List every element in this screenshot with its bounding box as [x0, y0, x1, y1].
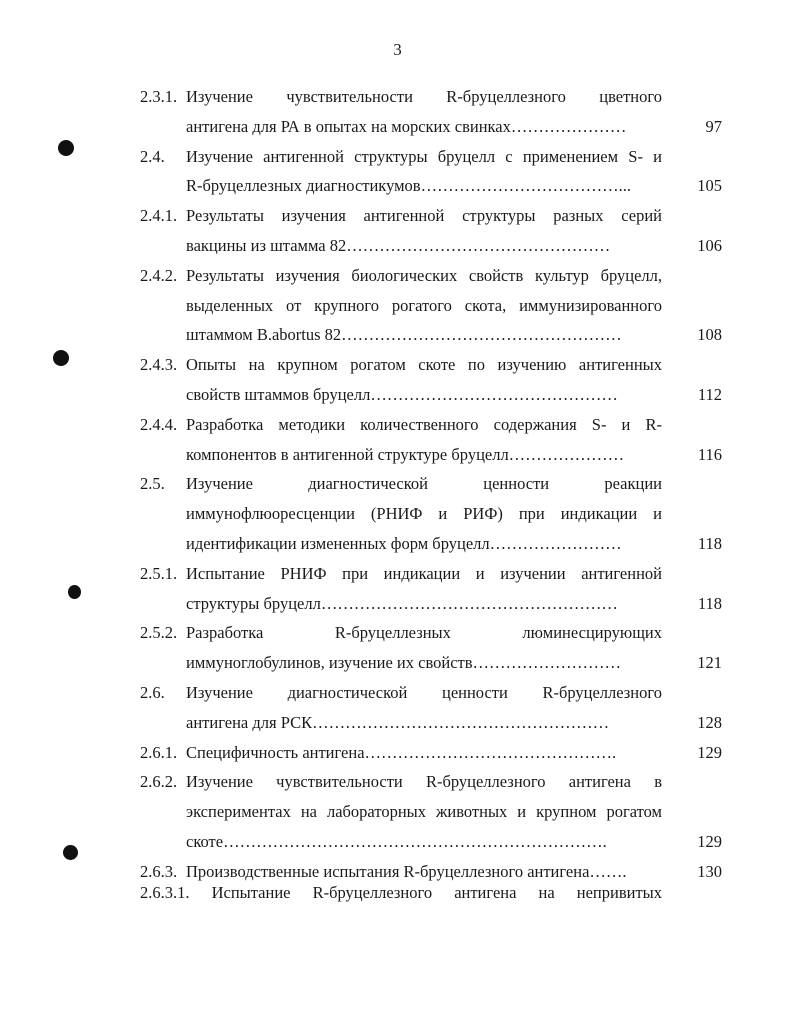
toc-entry-partial	[0, 878, 795, 908]
toc-entry	[0, 410, 795, 470]
toc-line	[0, 559, 795, 589]
toc-line	[0, 410, 795, 440]
toc-entry	[0, 559, 795, 619]
toc-entry-number: 2.6.2.	[140, 772, 178, 792]
toc-entry	[0, 82, 795, 142]
toc-entry-number: 2.5.2.	[140, 623, 178, 643]
toc-line	[0, 589, 795, 619]
toc-entry-number: 2.6.	[140, 682, 165, 702]
toc-page-number: 97	[705, 116, 722, 136]
toc-line	[0, 201, 795, 231]
toc-entry-text: экспериментах на лабораторных животных и крупном рогатом	[186, 802, 662, 822]
toc-page-number: 128	[697, 712, 722, 732]
toc-entry-text: Испытание РНИФ при индикации и изучении антигенной	[186, 563, 662, 583]
toc-entry-text: штаммом B.abortus 82……………………………………………	[186, 325, 622, 345]
toc-line	[0, 142, 795, 172]
toc-page-number: 112	[697, 384, 722, 404]
toc-entry	[0, 469, 795, 558]
toc-entry-text: антигена для РСК………………………………………………	[186, 712, 610, 732]
toc-entry-text: Изучение диагностической ценности реакции	[186, 474, 662, 494]
toc-page-number: 130	[697, 861, 722, 881]
toc-line	[0, 291, 795, 321]
toc-line	[0, 440, 795, 470]
toc-line	[0, 469, 795, 499]
toc-entry	[0, 618, 795, 678]
toc-entry-text: R-бруцеллезных диагностикумов………………………………...	[186, 176, 631, 196]
toc-line	[0, 797, 795, 827]
toc-page-number: 129	[697, 831, 722, 851]
toc-line	[0, 738, 795, 768]
toc-line	[0, 529, 795, 559]
toc-entry	[0, 767, 795, 856]
toc-line	[0, 112, 795, 142]
toc-entry	[0, 201, 795, 261]
toc-entry	[0, 261, 795, 350]
toc-entry-number: 2.3.1.	[140, 87, 178, 106]
toc-entry-text: антигена для РА в опытах на морских свинках…………………	[186, 116, 627, 136]
toc-entry-text: Изучение антигенной структуры бруцелл с применением S- и	[186, 146, 662, 166]
toc-entry-text: иммуноглобулинов, изучение их свойств………………………	[186, 653, 622, 673]
toc-line	[0, 82, 795, 112]
toc-line	[0, 648, 795, 678]
toc-line	[0, 320, 795, 350]
toc-line	[0, 618, 795, 648]
toc-entry-text: Опыты на крупном рогатом скоте по изучению антигенных	[186, 355, 662, 375]
toc-entry-text: Специфичность антигена……………………………………….	[186, 742, 617, 762]
toc-entry-number: 2.4.3.	[140, 355, 178, 375]
toc-entry-text: Разработка методики количественного содержания S- и R-	[186, 414, 662, 434]
toc-line	[0, 171, 795, 201]
toc-page-number: 118	[697, 533, 722, 553]
toc-line	[0, 499, 795, 529]
toc-entry-text: вакцины из штамма 82…………………………………………	[186, 235, 611, 255]
toc-entry	[0, 738, 795, 768]
toc-entry-text: скоте…………………………………………………………….	[186, 831, 607, 851]
toc-entry-text: Изучение диагностической ценности R-бруцеллезного	[186, 682, 662, 702]
toc-entry-text: Результаты изучения антигенной структуры разных серий	[186, 206, 662, 226]
table-of-contents	[0, 82, 795, 887]
toc-entry-number: 2.4.1.	[140, 206, 178, 226]
toc-entry	[0, 350, 795, 410]
toc-page-number: 121	[697, 653, 722, 673]
toc-page-number: 129	[697, 742, 722, 762]
toc-line	[0, 350, 795, 380]
page-number: 3	[393, 40, 402, 59]
toc-entry	[0, 142, 795, 202]
toc-entry-number: 2.6.3.	[140, 861, 178, 881]
toc-page-number: 108	[697, 325, 722, 345]
toc-line	[0, 827, 795, 857]
toc-entry-number: 2.4.	[140, 146, 165, 166]
toc-page-number: 105	[697, 176, 722, 196]
toc-page-number: 116	[697, 444, 722, 464]
toc-entry-text: выделенных от крупного рогатого скота, иммунизированного	[186, 295, 662, 315]
toc-entry-text: свойств штаммов бруцелл………………………………………	[186, 384, 618, 404]
toc-entry-number: 2.4.4.	[140, 414, 178, 434]
toc-entry	[0, 678, 795, 738]
toc-line	[0, 231, 795, 261]
toc-line	[0, 767, 795, 797]
toc-page-number: 106	[697, 235, 722, 255]
toc-line	[0, 708, 795, 738]
toc-entry-text: Изучение чувствительности R-бруцеллезного антигена в	[186, 772, 662, 792]
toc-entry-text: иммунофлюоресценции (РНИФ и РИФ) при индикации и	[186, 504, 662, 524]
toc-entry-text: Разработка R-бруцеллезных люминесцирующих	[186, 623, 662, 643]
toc-entry-number: 2.5.	[140, 474, 165, 494]
toc-line	[0, 261, 795, 291]
toc-entry-text: компонентов в антигенной структуре бруцелл…………………	[186, 444, 625, 464]
toc-entry-text: Результаты изучения биологических свойств культур бруцелл,	[186, 265, 662, 285]
toc-entry-text: структуры бруцелл………………………………………………	[186, 593, 618, 613]
toc-entry-number: 2.5.1.	[140, 563, 178, 583]
toc-entry-number: 2.4.2.	[140, 265, 178, 285]
toc-entry-text: идентификации измененных форм бруцелл……………………	[186, 533, 622, 553]
toc-entry-text: 2.6.3.1. Испытание R-бруцеллезного антигена на непривитых	[140, 883, 662, 902]
toc-entry-text: Производственные испытания R-бруцеллезного антигена…….	[186, 861, 627, 881]
toc-line	[0, 380, 795, 410]
toc-line	[0, 678, 795, 708]
toc-entry-text: Изучение чувствительности R-бруцеллезного цветного	[186, 87, 662, 106]
toc-entry-number: 2.6.1.	[140, 742, 178, 762]
toc-page-number: 118	[697, 593, 722, 613]
